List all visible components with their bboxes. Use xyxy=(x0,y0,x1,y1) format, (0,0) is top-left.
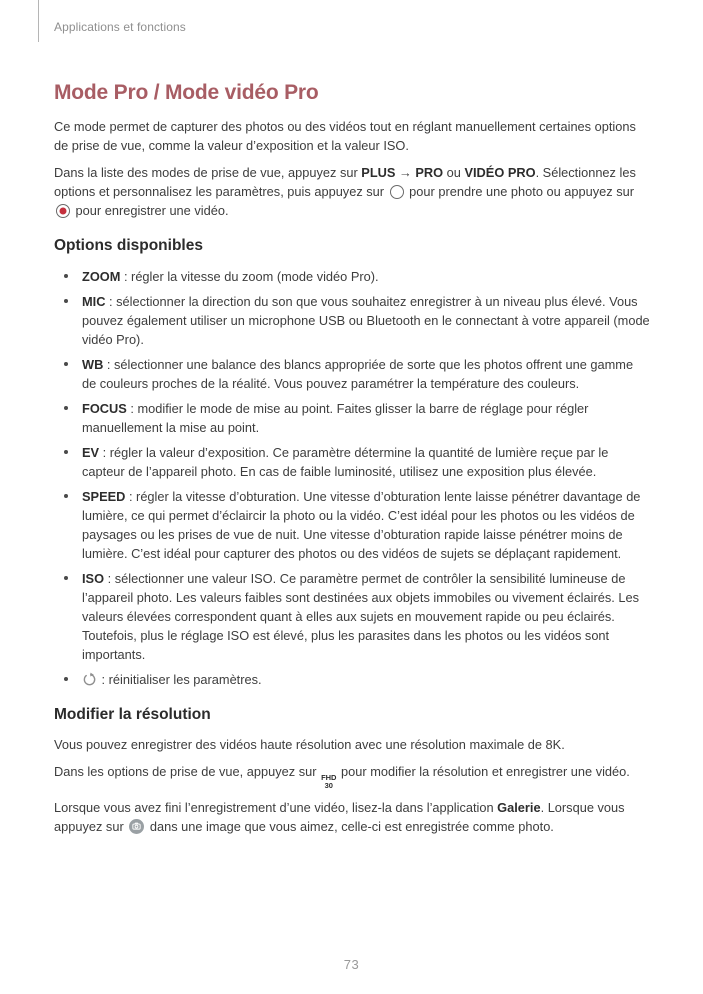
emphasis-text: VIDÉO PRO xyxy=(464,165,536,181)
option-item: ZOOM : régler la vitesse du zoom (mode vidéo Pro). xyxy=(54,267,650,286)
fhd-30-icon xyxy=(321,774,336,790)
page-number: 73 xyxy=(343,957,360,972)
shutter-icon xyxy=(390,185,404,199)
page-header xyxy=(38,0,186,34)
resolution-paragraph: Lorsque vous avez fini l’enregistrement d’une vidéo, lisez-la dans l’application Galerie. Lorsque vous appuyez sur dans une image que vous aimez, celle-ci est enregistrée comme photo. xyxy=(54,799,625,834)
intro-paragraph-1: Ce mode permet de capturer des photos ou des vidéos tout en réglant manuellement certaines options de prise de vue, comme la valeur d’exposition et la valeur ISO. xyxy=(54,119,636,154)
resolution-paragraph: Dans les options de prise de vue, appuyez sur FHD 30 pour modifier la résolution et enregistrer une vidéo. xyxy=(54,764,630,791)
option-item: ISO : sélectionner une valeur ISO. Ce paramètre permet de contrôler la sensibilité lumineuse de l’appareil photo. Les valeurs faibles sont destinées aux objets immobiles ou vivement éclairés. Les valeurs élevées correspondent quant à elles aux sujets en mouvement rapide ou peu éclairés. Toutefois, plus le réglage ISO est élevé, plus les parasites dans les photos ou les vidéos sont importants. xyxy=(54,569,650,664)
icon-text-line: FHD xyxy=(321,773,337,783)
emphasis-text: PLUS xyxy=(361,165,396,181)
icon-text-line: 30 xyxy=(324,781,333,791)
emphasis-text: MIC xyxy=(82,293,106,309)
option-item: SPEED : régler la vitesse d’obturation. Une vitesse d’obturation lente laisse pénétrer davantage de lumière, ce qui permet d’éclaircir la photo ou la vidéo. C’est idéal pour les photos ou les vidéos de paysages ou les prises de vue de nuit. Une vitesse d’obturation rapide laisse pénétrer moins de lumière. C’est idéal pour capturer des photos ou des vidéos de sujets se déplaçant rapidement. xyxy=(54,487,650,563)
resolution-paragraphs xyxy=(54,735,650,836)
resolution-paragraph: Vous pouvez enregistrer des vidéos haute résolution avec une résolution maximale de 8K. xyxy=(54,737,565,753)
capture-icon xyxy=(129,819,144,834)
emphasis-text: EV xyxy=(82,444,100,460)
section-heading-options: Options disponibles xyxy=(54,237,203,255)
option-item: : réinitialiser les paramètres. xyxy=(54,670,650,689)
record-icon xyxy=(56,204,70,218)
emphasis-text: ZOOM xyxy=(82,268,121,284)
page-title: Mode Pro / Mode vidéo Pro xyxy=(54,81,319,104)
emphasis-text: PRO xyxy=(415,165,444,181)
breadcrumb: Applications et fonctions xyxy=(54,20,186,34)
option-item: WB : sélectionner une balance des blancs appropriée de sorte que les photos offrent une gamme de couleurs proches de la réalité. Vous pouvez paramétrer la température des couleurs. xyxy=(54,355,650,393)
section-heading-resolution: Modifier la résolution xyxy=(54,705,211,723)
page-footer xyxy=(0,956,703,974)
option-item: FOCUS : modifier le mode de mise au point. Faites glisser la barre de réglage pour régler manuellement la mise au point. xyxy=(54,399,650,437)
header-divider-line xyxy=(38,0,39,42)
options-list xyxy=(54,267,650,689)
emphasis-text: Galerie xyxy=(497,799,541,815)
intro-paragraph-2: Dans la liste des modes de prise de vue, appuyez sur PLUS → PRO ou VIDÉO PRO. Sélectionnez les options et personnalisez les paramètres, puis appuyez sur pour prendre une photo ou appuyez sur pour enregistrer une vidéo. xyxy=(54,165,636,219)
reset-icon xyxy=(82,672,97,687)
option-item: MIC : sélectionner la direction du son que vous souhaitez enregistrer à un niveau plus élevé. Vous pouvez également utiliser un microphone USB ou Bluetooth en le connectant à votre appareil (mode vidéo Pro). xyxy=(54,292,650,349)
emphasis-text: WB xyxy=(82,356,104,372)
option-item: EV : régler la valeur d’exposition. Ce paramètre détermine la quantité de lumière reçue par le capteur de l’appareil photo. En cas de faible luminosité, utilisez une exposition plus élevée. xyxy=(54,443,650,481)
emphasis-text: ISO xyxy=(82,570,105,586)
emphasis-text: SPEED xyxy=(82,488,126,504)
emphasis-text: FOCUS xyxy=(82,400,127,416)
